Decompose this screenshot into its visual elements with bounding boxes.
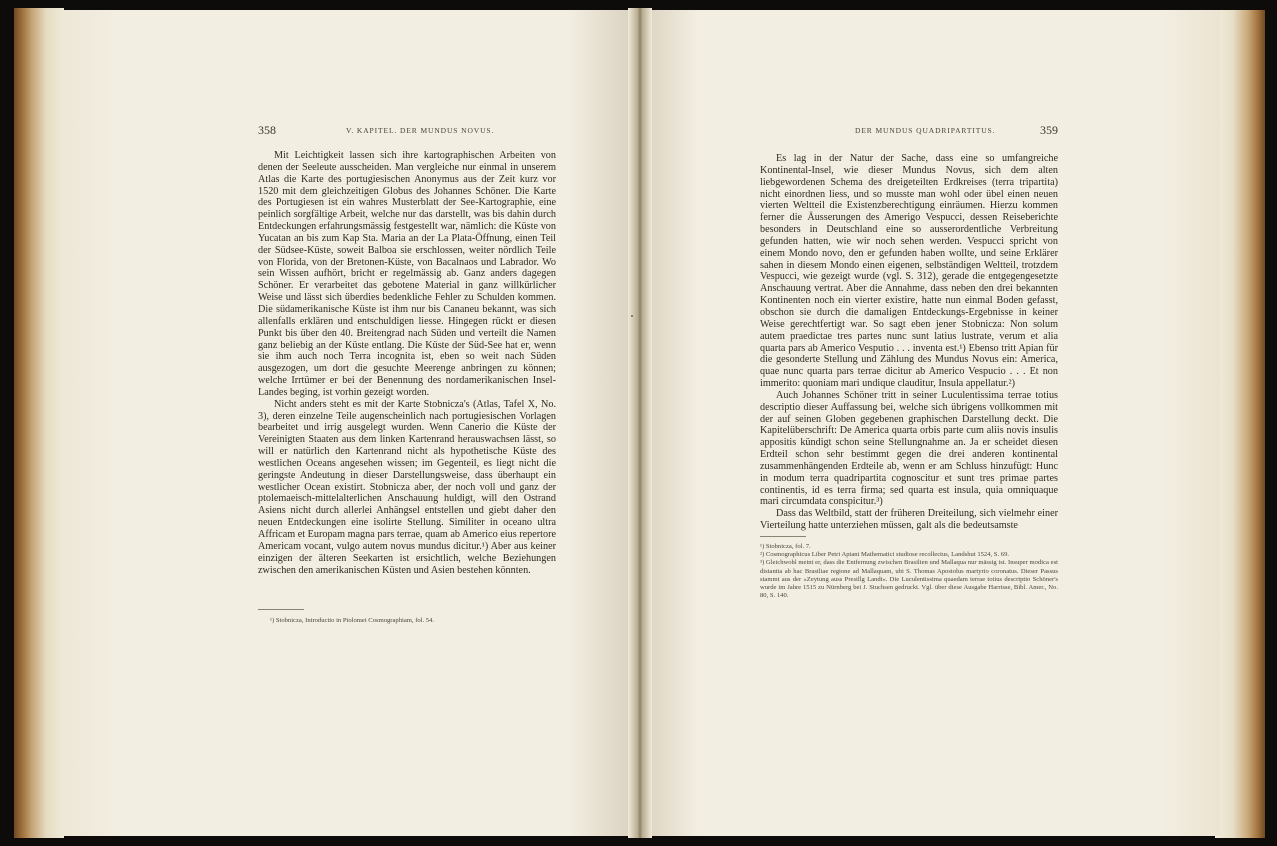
footnote: ¹) Stobnicza, fol. 7. (760, 543, 811, 550)
left-running-head: V. KAPITEL. DER MUNDUS NOVUS. (346, 126, 495, 135)
paragraph: Auch Johannes Schöner tritt in seiner Luculentissima terrae totius descriptio dieser Auffassung bei, welche sich übrigens vollkommen mit der auf seinen Globen gegebenen graphischen Darstellung deckt. Die Kapitelüberschrift: De America quarta orbis parte cum aliis novis insulis appositis kündigt schon seine Stellungnahme an. Ja er scheidet diesen Erdteil schon sehr bestimmt gegen die drei anderen kontinental zusammenhängenden Erdteile ab, wenn er am Schluss hinzufügt: Hunc in modum terra quadripartita cognoscitur et sunt tres primae partes continentis, id es terra firma; sed quarta est insula, quia omniquaque mari circumdata conspicitur.³) (760, 389, 1058, 508)
footnote-rule (258, 609, 304, 610)
paragraph: Dass das Weltbild, statt der früheren Dreiteilung, sich vielmehr einer Vierteilung hatte unterziehen müssen, galt als die bedeutsamste (760, 508, 1058, 532)
footnote-rule (760, 536, 806, 537)
book-gutter (628, 8, 652, 838)
paper-speck (631, 315, 633, 317)
footnote: ³) Gleichwohl meint er, dass die Entfernung zwischen Brasilien und Mallaqua nur mässig ist. Insuper modica est distantia ab hac Brasiliae regione ad Mallaquam, ubi S. Thomas Apostolus martyrio coronatus. Dieser Passus stammt aus der »Zeytung auss Presillg Landt«. Die Luculentissima quaedam terrae totius descriptio Schöner's wurde im Jahre 1515 zu Nürnberg bei J. Stuchsen gedruckt. Vgl. über diese Ausgabe Harrisse, Bibl. Amer., No. 80, S. 140. (760, 559, 1058, 600)
right-page-number: 359 (1040, 123, 1058, 137)
paragraph: Mit Leichtigkeit lassen sich ihre kartographischen Arbeiten von denen der Seeleute ausscheiden. Man vergleiche nur einmal in unserem Atlas die Karte des portugiesischen Anonymus aus der Zeit kurz vor 1520 mit dem gleichzeitigen Globus des Johannes Schöner. Die Karte des Portugiesen ist ein wahres Musterblatt der See-Kartographie, eine peinlich sorgfältige Arbeit, welche nur das darstellt, was bis dahin durch Entdeckungen erfahrungsmässig festgestellt war, nämlich: die Küste von Yucatan an bis zum Kap Sta. Maria an der La Plata-Öffnung, einen Teil der Südsee-Küste, soweit Balboa sie erschlossen, weiter nördlich Teile von Florida, von der Bretonen-Küste, von Bacalnaos und Labrador. Wo sein Wissen aufhört, bricht er regelmässig ab. Ganz anders dagegen Schöner. Er verarbeitet das gebotene Material in ganz willkürlicher Weise und lässt sich überdies bedenkliche Fehler zu Schulden kommen. Die südamerikanische Küste ist ihm nur bis Cananeu bekannt, was sich allenfalls erklären und entschuldigen liesse. Hingegen rückt er diesen Punkt bis über den 40. Breitengrad nach Süden und verteilt die Namen ganz beliebig an der Küste entlang. Die Küste der Süd-See hat er, wenn sie ihm auch noch Terra incognita ist, eben so weit nach Süden ausgezogen, um dort die gesuchte Meerenge anbringen zu können; welche Irrtümer er bei der Benennung des nordamerikanischen Insel-Landes beging, ist vorhin gezeigt worden. (258, 150, 556, 398)
left-page-number: 358 (258, 123, 276, 137)
right-body-text (760, 153, 1058, 532)
footnote: ¹) Stobnicza, Introductio in Ptolomei Cosmographiam, fol. 54. (270, 617, 435, 624)
footnote: ²) Cosmographicus Liber Petri Apiani Mathematici studiose recollectus, Landshut 1524, S. 69. (760, 551, 1010, 559)
right-running-head: DER MUNDUS QUADRIPARTITUS. (855, 126, 996, 135)
left-body-text (258, 150, 556, 576)
right-page-edges (1215, 10, 1265, 838)
paragraph: Es lag in der Natur der Sache, dass eine so umfangreiche Kontinental-Insel, wie dieser Mundus Novus, sich dem alten liebgewordenen Schema des dreigeteilten Erdkreises (terra tripartita) nicht einordnen liess, und so musste man wohl oder übel einen neuen vierten Weltteil die Existenzberechtigung einräumen. Hierzu kommen ferner die Äusserungen des Amerigo Vespucci, dessen Reiseberichte besonders in Deutschland eine so ausserordentliche Verbreitung gefunden hatten, wie wir noch sehen werden. Vespucci spricht von einem Mondo novo, den er gefunden haben wollte, und seine Erklärer sahen in diesem Mondo einen eigenen, selbständigen Weltteil, trotzdem Vespucci, wie gezeigt wurde (vgl. S. 312), gerade die entgegengesetzte Anschauung vertrat. Aber die Annahme, dass neben den drei bekannten Kontinenten noch ein vierter existire, hatte nun einmal Boden gefasst, obschon sie durch die damaligen Entdeckungs-Ergebnisse in keiner Weise gerechtfertigt war. So sagt eben jener Stobnicza: Non solum autem praedictae tres partes nunc sunt latius lustrate, verum et alia quarta pars ab Americo Vesputio . . . inventa est.¹) Ebenso tritt Apian für die gesonderte Stellung und Zählung des Mundus Novus ein: America, quae nunc quarta pars terrae dicitur ab Americo Vespucio . . . Et non immerito: quoniam mari undique clauditur, Insula appellatur.²) (760, 153, 1058, 390)
right-footnotes (760, 543, 1058, 600)
left-footnotes (270, 617, 556, 625)
left-page-edges (14, 8, 64, 838)
paragraph: Nicht anders steht es mit der Karte Stobnicza's (Atlas, Tafel X, No. 3), deren einzelne Teile augenscheinlich nach portugiesischen Vorlagen bearbeitet und irrig ausgelegt wurden. Wenn Canerio die Küste der Vereinigten Staaten aus dem linken Kartenrand herauswachsen lässt, so will er natürlich den Kartenrand nicht als hypothetische Küste des westlichen Oceans angesehen wissen; im Gegenteil, es liegt nicht die geringste Andeutung in dieser Darstellungsweise, dass überhaupt ein westlicher Ocean existirt. Stobnicza aber, der noch voll und ganz der ptolemaeisch-mittelalterlichen Anschauung huldigt, will den Ostrand Asiens nicht durch allerlei Anhängsel entstellen und giebt daher den neuen Entdeckungen eine isolirte Stellung. Similiter in oceano ultra Affricam et Europam magna pars terrae, quam ab Americo eius repertore Americam vocant, vulgo autem novus mundus dicitur.¹) Aber aus keiner einzigen der älteren Seekarten ist ersichtlich, welche Beziehungen zwischen den amerikanischen Küsten und Asien bestehen könnten. (258, 398, 556, 576)
